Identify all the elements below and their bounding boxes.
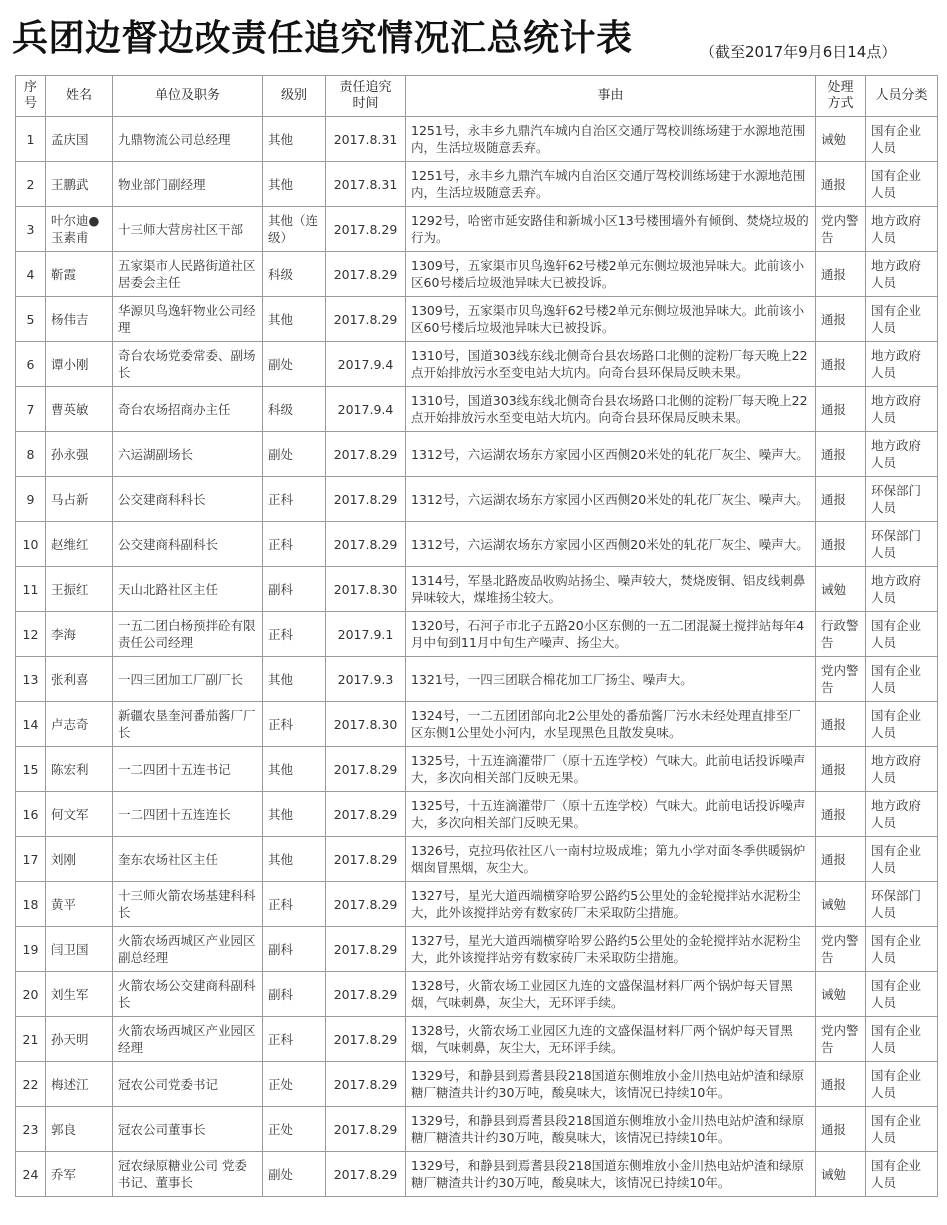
name-cell: 黄平 (46, 882, 113, 927)
accountability-time-cell: 2017.9.1 (326, 612, 406, 657)
personnel-category-cell: 国有企业人员 (866, 297, 938, 342)
unit-position-cell: 一二四团十五连书记 (113, 747, 263, 792)
reason-cell: 1327号，星光大道西端横穿哈罗公路约5公里处的金轮搅拌站水泥粉尘大，此外该搅拌站旁有数家砖厂未采取防尘措施。 (406, 882, 816, 927)
accountability-time-cell: 2017.8.29 (326, 882, 406, 927)
header-time: 责任追究时间 (326, 76, 406, 117)
seq-cell: 9 (16, 477, 46, 522)
handling-method-cell: 党内警告 (816, 657, 866, 702)
unit-position-cell: 新疆农垦奎河番茄酱厂厂长 (113, 702, 263, 747)
level-cell: 其他 (263, 657, 326, 702)
reason-cell: 1325号，十五连滴灌带厂（原十五连学校）气味大。此前电话投诉噪声大，多次向相关部门反映无果。 (406, 792, 816, 837)
level-cell: 其他（连级） (263, 207, 326, 252)
table-row (16, 522, 938, 567)
table-row (16, 612, 938, 657)
seq-cell: 18 (16, 882, 46, 927)
name-cell: 卢志奇 (46, 702, 113, 747)
handling-method-cell: 通报 (816, 432, 866, 477)
name-cell: 梅述江 (46, 1062, 113, 1107)
header-unit: 单位及职务 (113, 76, 263, 117)
level-cell: 副处 (263, 342, 326, 387)
personnel-category-cell: 地方政府人员 (866, 252, 938, 297)
seq-cell: 21 (16, 1017, 46, 1062)
seq-cell: 19 (16, 927, 46, 972)
level-cell: 其他 (263, 747, 326, 792)
seq-cell: 15 (16, 747, 46, 792)
name-cell: 叶尔迪●玉素甫 (46, 207, 113, 252)
level-cell: 正科 (263, 882, 326, 927)
handling-method-cell: 通报 (816, 387, 866, 432)
accountability-time-cell: 2017.8.29 (326, 837, 406, 882)
table-row (16, 297, 938, 342)
personnel-category-cell: 国有企业人员 (866, 1062, 938, 1107)
reason-cell: 1292号，哈密市延安路佳和新城小区13号楼围墙外有倾倒、焚烧垃圾的行为。 (406, 207, 816, 252)
seq-cell: 20 (16, 972, 46, 1017)
unit-position-cell: 一二四团十五连连长 (113, 792, 263, 837)
handling-method-cell: 通报 (816, 297, 866, 342)
name-cell: 李海 (46, 612, 113, 657)
handling-method-cell: 党内警告 (816, 207, 866, 252)
unit-position-cell: 火箭农场西城区产业园区经理 (113, 1017, 263, 1062)
level-cell: 副科 (263, 927, 326, 972)
name-cell: 谭小刚 (46, 342, 113, 387)
unit-position-cell: 六运湖副场长 (113, 432, 263, 477)
name-cell: 陈宏利 (46, 747, 113, 792)
table-row (16, 792, 938, 837)
unit-position-cell: 五家渠市人民路街道社区居委会主任 (113, 252, 263, 297)
handling-method-cell: 通报 (816, 162, 866, 207)
table-row (16, 927, 938, 972)
level-cell: 其他 (263, 162, 326, 207)
table-row (16, 207, 938, 252)
table-row (16, 342, 938, 387)
seq-cell: 3 (16, 207, 46, 252)
personnel-category-cell: 地方政府人员 (866, 432, 938, 477)
reason-cell: 1324号，一二五团团部向北2公里处的番茄酱厂污水未经处理直排至厂区东侧1公里处小河内，水呈现黑色且散发臭味。 (406, 702, 816, 747)
table-row (16, 432, 938, 477)
handling-method-cell: 诫勉 (816, 882, 866, 927)
personnel-category-cell: 地方政府人员 (866, 747, 938, 792)
seq-cell: 4 (16, 252, 46, 297)
handling-method-cell: 通报 (816, 1107, 866, 1152)
personnel-category-cell: 地方政府人员 (866, 342, 938, 387)
personnel-category-cell: 环保部门人员 (866, 522, 938, 567)
handling-method-cell: 党内警告 (816, 1017, 866, 1062)
accountability-time-cell: 2017.8.31 (326, 162, 406, 207)
name-cell: 刘生军 (46, 972, 113, 1017)
personnel-category-cell: 国有企业人员 (866, 612, 938, 657)
name-cell: 郭良 (46, 1107, 113, 1152)
accountability-time-cell: 2017.8.30 (326, 702, 406, 747)
seq-cell: 8 (16, 432, 46, 477)
accountability-time-cell: 2017.8.29 (326, 432, 406, 477)
unit-position-cell: 奎东农场社区主任 (113, 837, 263, 882)
personnel-category-cell: 环保部门人员 (866, 882, 938, 927)
reason-cell: 1325号，十五连滴灌带厂（原十五连学校）气味大。此前电话投诉噪声大，多次向相关部门反映无果。 (406, 747, 816, 792)
unit-position-cell: 物业部门副经理 (113, 162, 263, 207)
unit-position-cell: 十三师大营房社区干部 (113, 207, 263, 252)
header-seq: 序号 (16, 76, 46, 117)
name-cell: 杨伟吉 (46, 297, 113, 342)
table-row (16, 837, 938, 882)
table-body (16, 117, 938, 1197)
handling-method-cell: 通报 (816, 522, 866, 567)
accountability-time-cell: 2017.8.30 (326, 567, 406, 612)
level-cell: 其他 (263, 297, 326, 342)
seq-cell: 17 (16, 837, 46, 882)
accountability-time-cell: 2017.8.29 (326, 297, 406, 342)
header-action: 处理方式 (816, 76, 866, 117)
personnel-category-cell: 地方政府人员 (866, 207, 938, 252)
handling-method-cell: 通报 (816, 837, 866, 882)
table-row (16, 747, 938, 792)
level-cell: 副科 (263, 972, 326, 1017)
level-cell: 其他 (263, 792, 326, 837)
name-cell: 孙永强 (46, 432, 113, 477)
reason-cell: 1314号，军垦北路废品收购站扬尘、噪声较大，焚烧废铜、铝皮线刺鼻异味较大，煤堆扬尘较大。 (406, 567, 816, 612)
reason-cell: 1327号，星光大道西端横穿哈罗公路约5公里处的金轮搅拌站水泥粉尘大，此外该搅拌站旁有数家砖厂未采取防尘措施。 (406, 927, 816, 972)
table-row (16, 972, 938, 1017)
summary-table (15, 75, 938, 1197)
handling-method-cell: 行政警告 (816, 612, 866, 657)
seq-cell: 1 (16, 117, 46, 162)
reason-cell: 1309号，五家渠市贝鸟逸轩62号楼2单元东侧垃圾池异味大。此前该小区60号楼后垃圾池异味大已被投诉。 (406, 252, 816, 297)
table-header (16, 76, 938, 117)
personnel-category-cell: 环保部门人员 (866, 477, 938, 522)
accountability-time-cell: 2017.8.29 (326, 477, 406, 522)
level-cell: 正科 (263, 702, 326, 747)
personnel-category-cell: 国有企业人员 (866, 1152, 938, 1197)
seq-cell: 13 (16, 657, 46, 702)
seq-cell: 24 (16, 1152, 46, 1197)
name-cell: 乔军 (46, 1152, 113, 1197)
reason-cell: 1310号，国道303线东线北侧奇台县农场路口北侧的淀粉厂每天晚上22点开始排放污水至变电站大坑内。向奇台县环保局反映未果。 (406, 387, 816, 432)
table-row (16, 387, 938, 432)
unit-position-cell: 华源贝鸟逸轩物业公司经理 (113, 297, 263, 342)
name-cell: 靳霞 (46, 252, 113, 297)
reason-cell: 1320号，石河子市北子五路20小区东侧的一五二团混凝土搅拌站每年4月中旬到11月中旬生产噪声、扬尘大。 (406, 612, 816, 657)
accountability-time-cell: 2017.8.31 (326, 117, 406, 162)
unit-position-cell: 奇台农场招商办主任 (113, 387, 263, 432)
level-cell: 正科 (263, 522, 326, 567)
table-row (16, 1107, 938, 1152)
name-cell: 张利喜 (46, 657, 113, 702)
unit-position-cell: 火箭农场公交建商科副科长 (113, 972, 263, 1017)
reason-cell: 1251号，永丰乡九鼎汽车城内自治区交通厅驾校训练场建于水源地范围内，生活垃圾随意丢弃。 (406, 162, 816, 207)
accountability-time-cell: 2017.8.29 (326, 252, 406, 297)
table-row (16, 1017, 938, 1062)
personnel-category-cell: 国有企业人员 (866, 837, 938, 882)
table-row (16, 117, 938, 162)
reason-cell: 1309号，五家渠市贝鸟逸轩62号楼2单元东侧垃圾池异味大。此前该小区60号楼后垃圾池异味大已被投诉。 (406, 297, 816, 342)
level-cell: 正处 (263, 1107, 326, 1152)
seq-cell: 23 (16, 1107, 46, 1152)
accountability-time-cell: 2017.9.3 (326, 657, 406, 702)
name-cell: 马占新 (46, 477, 113, 522)
reason-cell: 1312号，六运湖农场东方家园小区西侧20米处的轧花厂灰尘、噪声大。 (406, 477, 816, 522)
personnel-category-cell: 地方政府人员 (866, 387, 938, 432)
reason-cell: 1310号，国道303线东线北侧奇台县农场路口北侧的淀粉厂每天晚上22点开始排放污水至变电站大坑内。向奇台县环保局反映未果。 (406, 342, 816, 387)
reason-cell: 1329号，和静县到焉耆县段218国道东侧堆放小金川热电站炉渣和绿原糖厂糖渣共计约30万吨，酸臭味大，该情况已持续10年。 (406, 1107, 816, 1152)
personnel-category-cell: 国有企业人员 (866, 162, 938, 207)
personnel-category-cell: 地方政府人员 (866, 567, 938, 612)
table-row (16, 162, 938, 207)
name-cell: 孙天明 (46, 1017, 113, 1062)
personnel-category-cell: 国有企业人员 (866, 1107, 938, 1152)
seq-cell: 7 (16, 387, 46, 432)
unit-position-cell: 奇台农场党委常委、副场长 (113, 342, 263, 387)
accountability-time-cell: 2017.8.29 (326, 972, 406, 1017)
reason-cell: 1329号，和静县到焉耆县段218国道东侧堆放小金川热电站炉渣和绿原糖厂糖渣共计约30万吨，酸臭味大，该情况已持续10年。 (406, 1062, 816, 1107)
level-cell: 其他 (263, 117, 326, 162)
handling-method-cell: 诫勉 (816, 117, 866, 162)
handling-method-cell: 通报 (816, 1062, 866, 1107)
handling-method-cell: 通报 (816, 252, 866, 297)
accountability-time-cell: 2017.8.29 (326, 747, 406, 792)
level-cell: 科级 (263, 252, 326, 297)
name-cell: 何文军 (46, 792, 113, 837)
name-cell: 王鹏武 (46, 162, 113, 207)
accountability-time-cell: 2017.9.4 (326, 387, 406, 432)
unit-position-cell: 冠农绿原糖业公司 党委书记、董事长 (113, 1152, 263, 1197)
table-row (16, 477, 938, 522)
handling-method-cell: 通报 (816, 702, 866, 747)
unit-position-cell: 公交建商科科长 (113, 477, 263, 522)
accountability-time-cell: 2017.8.29 (326, 792, 406, 837)
seq-cell: 2 (16, 162, 46, 207)
personnel-category-cell: 国有企业人员 (866, 702, 938, 747)
level-cell: 正科 (263, 612, 326, 657)
personnel-category-cell: 国有企业人员 (866, 972, 938, 1017)
table-row (16, 567, 938, 612)
header-level: 级别 (263, 76, 326, 117)
seq-cell: 10 (16, 522, 46, 567)
name-cell: 曹英敏 (46, 387, 113, 432)
level-cell: 副处 (263, 432, 326, 477)
name-cell: 王振红 (46, 567, 113, 612)
table-row (16, 657, 938, 702)
header-name: 姓名 (46, 76, 113, 117)
seq-cell: 12 (16, 612, 46, 657)
handling-method-cell: 通报 (816, 342, 866, 387)
level-cell: 副处 (263, 1152, 326, 1197)
handling-method-cell: 通报 (816, 792, 866, 837)
handling-method-cell: 通报 (816, 477, 866, 522)
accountability-time-cell: 2017.8.29 (326, 1107, 406, 1152)
seq-cell: 22 (16, 1062, 46, 1107)
page-title: 兵团边督边改责任追究情况汇总统计表 (12, 17, 633, 59)
reason-cell: 1312号，六运湖农场东方家园小区西侧20米处的轧花厂灰尘、噪声大。 (406, 522, 816, 567)
level-cell: 副科 (263, 567, 326, 612)
accountability-time-cell: 2017.8.29 (326, 1062, 406, 1107)
reason-cell: 1321号，一四三团联合棉花加工厂扬尘、噪声大。 (406, 657, 816, 702)
unit-position-cell: 一四三团加工厂副厂长 (113, 657, 263, 702)
name-cell: 刘刚 (46, 837, 113, 882)
accountability-time-cell: 2017.8.29 (326, 522, 406, 567)
accountability-time-cell: 2017.8.29 (326, 207, 406, 252)
accountability-time-cell: 2017.8.29 (326, 1152, 406, 1197)
seq-cell: 11 (16, 567, 46, 612)
personnel-category-cell: 国有企业人员 (866, 117, 938, 162)
seq-cell: 16 (16, 792, 46, 837)
table-row (16, 1152, 938, 1197)
reason-cell: 1326号，克拉玛依社区八一南村垃圾成堆；第九小学对面冬季供暖锅炉烟囱冒黑烟，灰尘大。 (406, 837, 816, 882)
unit-position-cell: 冠农公司董事长 (113, 1107, 263, 1152)
unit-position-cell: 一五二团白杨预拌砼有限责任公司经理 (113, 612, 263, 657)
handling-method-cell: 诫勉 (816, 567, 866, 612)
handling-method-cell: 通报 (816, 747, 866, 792)
header-row (16, 76, 938, 117)
table-row (16, 1062, 938, 1107)
seq-cell: 5 (16, 297, 46, 342)
seq-cell: 6 (16, 342, 46, 387)
accountability-time-cell: 2017.8.29 (326, 927, 406, 972)
accountability-time-cell: 2017.9.4 (326, 342, 406, 387)
level-cell: 正科 (263, 477, 326, 522)
reason-cell: 1328号，火箭农场工业园区九连的文盛保温材料厂两个锅炉每天冒黑烟，气味刺鼻，灰尘大，无环评手续。 (406, 972, 816, 1017)
header-reason: 事由 (406, 76, 816, 117)
level-cell: 其他 (263, 837, 326, 882)
reason-cell: 1329号，和静县到焉耆县段218国道东侧堆放小金川热电站炉渣和绿原糖厂糖渣共计约30万吨，酸臭味大，该情况已持续10年。 (406, 1152, 816, 1197)
personnel-category-cell: 国有企业人员 (866, 657, 938, 702)
personnel-category-cell: 国有企业人员 (866, 1017, 938, 1062)
unit-position-cell: 冠农公司党委书记 (113, 1062, 263, 1107)
level-cell: 正科 (263, 1017, 326, 1062)
handling-method-cell: 党内警告 (816, 927, 866, 972)
unit-position-cell: 九鼎物流公司总经理 (113, 117, 263, 162)
name-cell: 闫卫国 (46, 927, 113, 972)
name-cell: 赵维红 (46, 522, 113, 567)
table-row (16, 252, 938, 297)
level-cell: 正处 (263, 1062, 326, 1107)
level-cell: 科级 (263, 387, 326, 432)
header-category: 人员分类 (866, 76, 938, 117)
handling-method-cell: 诫勉 (816, 972, 866, 1017)
seq-cell: 14 (16, 702, 46, 747)
reason-cell: 1312号，六运湖农场东方家园小区西侧20米处的轧花厂灰尘、噪声大。 (406, 432, 816, 477)
personnel-category-cell: 国有企业人员 (866, 927, 938, 972)
unit-position-cell: 公交建商科副科长 (113, 522, 263, 567)
reason-cell: 1328号，火箭农场工业园区九连的文盛保温材料厂两个锅炉每天冒黑烟，气味刺鼻，灰尘大，无环评手续。 (406, 1017, 816, 1062)
name-cell: 孟庆国 (46, 117, 113, 162)
page-subtitle: （截至2017年9月6日14点） (700, 43, 897, 61)
unit-position-cell: 十三师火箭农场基建科科长 (113, 882, 263, 927)
table-row (16, 702, 938, 747)
accountability-time-cell: 2017.8.29 (326, 1017, 406, 1062)
table-row (16, 882, 938, 927)
handling-method-cell: 诫勉 (816, 1152, 866, 1197)
reason-cell: 1251号，永丰乡九鼎汽车城内自治区交通厅驾校训练场建于水源地范围内，生活垃圾随意丢弃。 (406, 117, 816, 162)
unit-position-cell: 火箭农场西城区产业园区副总经理 (113, 927, 263, 972)
personnel-category-cell: 地方政府人员 (866, 792, 938, 837)
unit-position-cell: 天山北路社区主任 (113, 567, 263, 612)
